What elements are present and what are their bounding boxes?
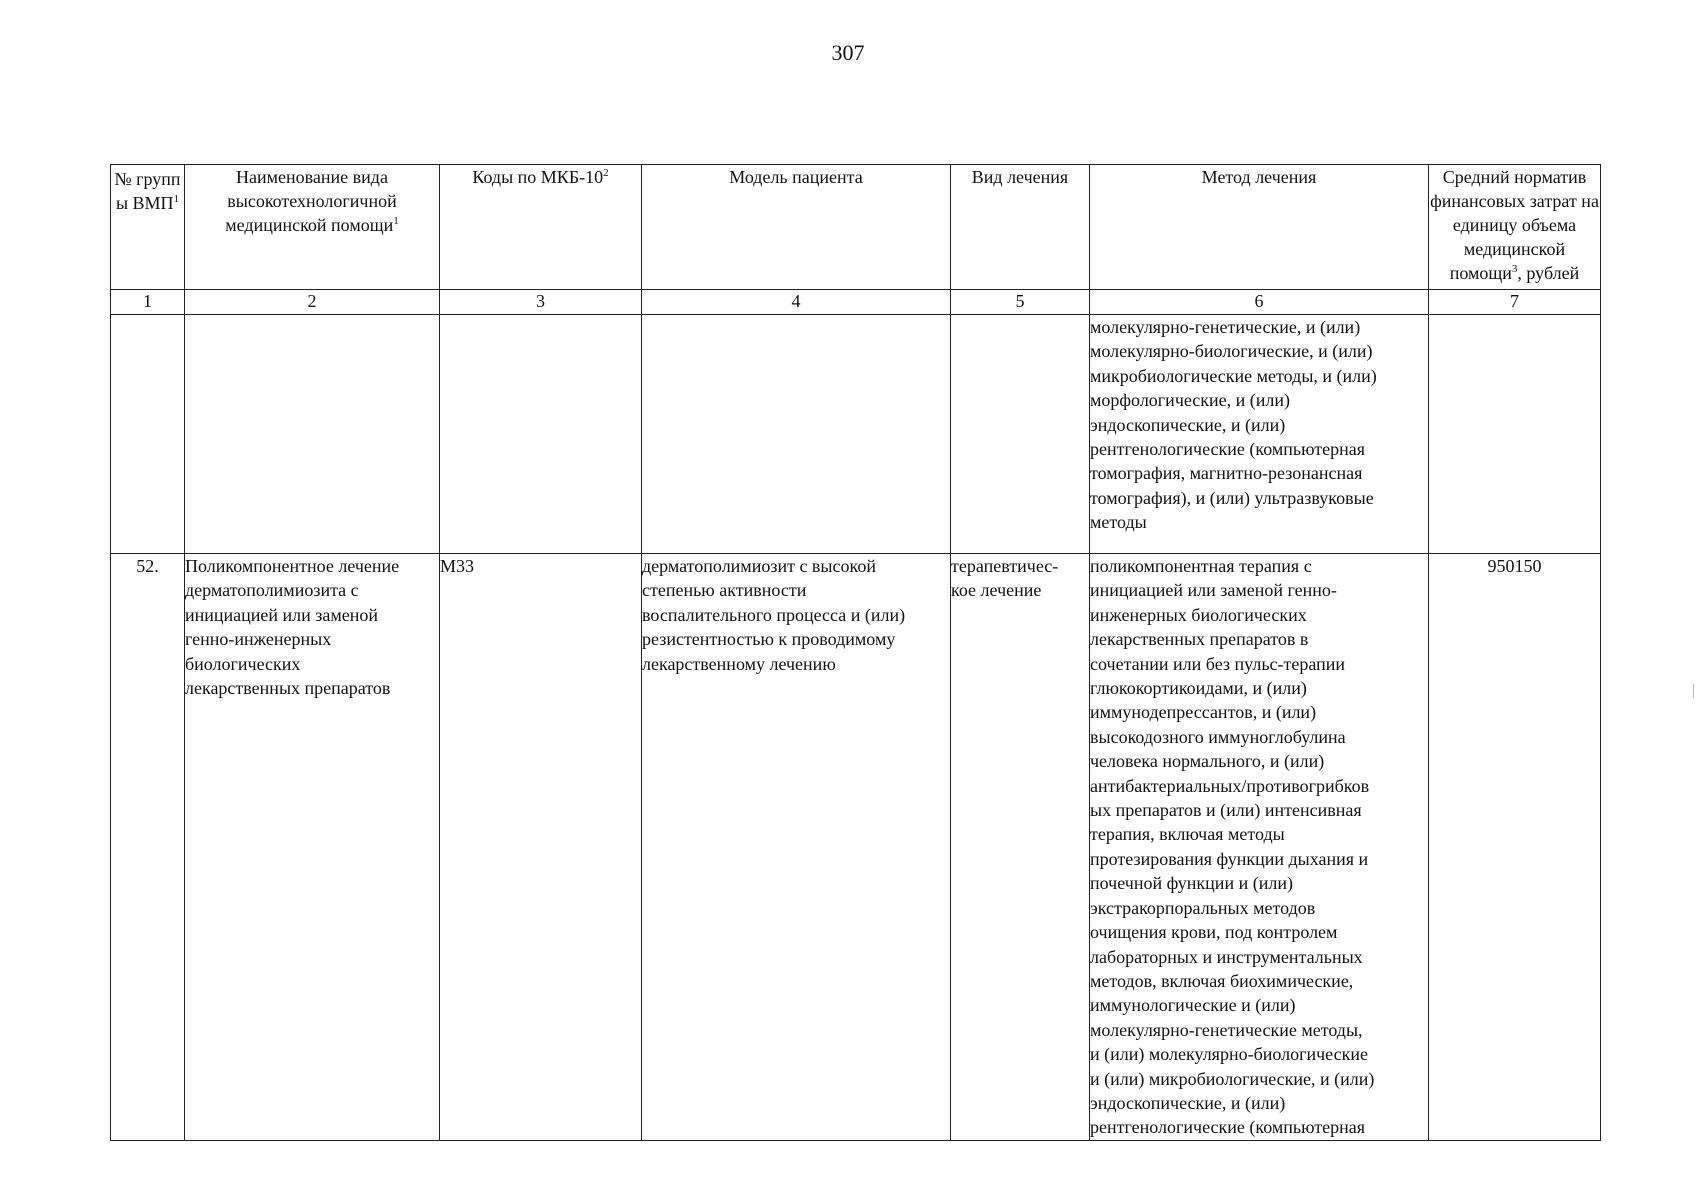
- patient-model-line: степенью активности: [642, 580, 807, 601]
- header-treatment-method: Метод лечения: [1090, 165, 1429, 290]
- method-line: рентгенологические (компьютерная: [1090, 1117, 1366, 1138]
- column-number: 2: [185, 290, 440, 315]
- page-number: 307: [831, 40, 865, 65]
- method-line: иммунодепрессантов, и (или): [1090, 702, 1317, 723]
- method-line: и (или) молекулярно-биологические: [1090, 1044, 1368, 1065]
- method-line: методов, включая биохимические,: [1090, 970, 1354, 991]
- header-patient-model: Модель пациента: [642, 165, 951, 290]
- patient-model-line: лекарственному лечению: [642, 653, 836, 674]
- method-line: инициацией или заменой генно-: [1090, 580, 1337, 601]
- method-line: молекулярно-генетические методы,: [1090, 1019, 1363, 1040]
- method-line: антибактериальных/противогрибков: [1090, 775, 1370, 796]
- method-line: морфологические, и (или): [1090, 390, 1291, 411]
- method-line: лекарственных препаратов в: [1090, 629, 1309, 650]
- cell-empty: [1429, 315, 1601, 554]
- header-icd-codes: Коды по МКБ-$10^2$: [440, 165, 642, 290]
- method-line: томография, магнитно-резонансная: [1090, 463, 1363, 484]
- method-line: протезирования функции дыхания и: [1090, 848, 1369, 869]
- column-number-row: [111, 290, 1601, 315]
- method-line: молекулярно-генетические, и (или): [1090, 317, 1361, 337]
- cell-group-number: 52.: [111, 554, 185, 1141]
- name-line: Поликомпонентное лечение: [185, 556, 400, 576]
- method-line: высокодозного иммуноглобулина: [1090, 726, 1346, 747]
- method-line: сочетании или без пульс-терапии: [1090, 653, 1346, 674]
- method-line: почечной функции и (или): [1090, 873, 1293, 894]
- vmp-table: [110, 164, 1601, 1141]
- cell-empty: [951, 315, 1090, 554]
- method-line: человека нормального, и (или): [1090, 751, 1325, 772]
- name-line: генно-инженерных: [185, 629, 332, 650]
- column-number: 5: [951, 290, 1090, 315]
- table-row-continuation: [111, 315, 1601, 554]
- patient-model-line: воспалительного процесса и (или): [642, 604, 906, 625]
- cell-treatment-type: [951, 554, 1090, 1141]
- cell-icd-code: M33: [440, 554, 642, 1141]
- method-line: эндоскопические, и (или): [1090, 1092, 1286, 1113]
- column-number: 3: [440, 290, 642, 315]
- method-line: экстракорпоральных методов: [1090, 897, 1316, 918]
- method-line: томография), и (или) ультразвуковые: [1090, 487, 1374, 508]
- column-number: 7: [1429, 290, 1601, 315]
- cell-empty: [440, 315, 642, 554]
- method-line: поликомпонентная терапия с: [1090, 556, 1312, 576]
- cell-empty: [185, 315, 440, 554]
- column-number: 1: [111, 290, 185, 315]
- method-line: иммунологические и (или): [1090, 995, 1296, 1016]
- method-line: терапия, включая методы: [1090, 824, 1285, 845]
- column-number: 4: [642, 290, 951, 315]
- cell-treatment-method-continued: [1090, 315, 1429, 554]
- cell-treatment-method: [1090, 554, 1429, 1141]
- header-average-cost: Средний норматив финансовых затрат на единицу объема медицинской помощи$^3$, рублей: [1429, 165, 1601, 290]
- name-line: биологических: [185, 653, 301, 674]
- name-line: дерматополимиозита с: [185, 580, 359, 601]
- scan-artifact: [1693, 684, 1694, 698]
- table-header-row: [111, 165, 1601, 290]
- cell-care-type-name: [185, 554, 440, 1141]
- cell-empty: [111, 315, 185, 554]
- method-line: лабораторных и инструментальных: [1090, 946, 1363, 967]
- header-treatment-type: Вид лечения: [951, 165, 1090, 290]
- cell-average-cost: 950150: [1429, 554, 1601, 1141]
- method-line: микробиологические методы, и (или): [1090, 365, 1377, 386]
- treatment-type-line: терапевтичес-: [951, 556, 1059, 576]
- cell-empty: [642, 315, 951, 554]
- method-line: инженерных биологических: [1090, 604, 1307, 625]
- cell-patient-model: [642, 554, 951, 1141]
- method-line: и (или) микробиологические, и (или): [1090, 1068, 1375, 1089]
- column-number: 6: [1090, 290, 1429, 315]
- method-line: очищения крови, под контролем: [1090, 922, 1338, 943]
- table-row-52: [111, 554, 1601, 1141]
- method-line: методы: [1090, 512, 1147, 533]
- method-line: молекулярно-биологические, и (или): [1090, 341, 1373, 362]
- patient-model-line: резистентностью к проводимому: [642, 629, 896, 650]
- method-line: эндоскопические, и (или): [1090, 414, 1286, 435]
- method-line: глюкокортикоидами, и (или): [1090, 678, 1307, 699]
- name-line: лекарственных препаратов: [185, 678, 391, 699]
- treatment-type-line: кое лечение: [951, 580, 1042, 601]
- method-line: рентгенологические (компьютерная: [1090, 439, 1366, 460]
- name-line: инициацией или заменой: [185, 604, 379, 625]
- header-care-type-name: Наименование вида высокотехнологичной медицинской помощи$^1$: [185, 165, 440, 290]
- header-group-number: № групп ы ВМП$^1$: [111, 165, 185, 290]
- patient-model-line: дерматополимиозит с высокой: [642, 556, 876, 576]
- method-line: ых препаратов и (или) интенсивная: [1090, 800, 1362, 821]
